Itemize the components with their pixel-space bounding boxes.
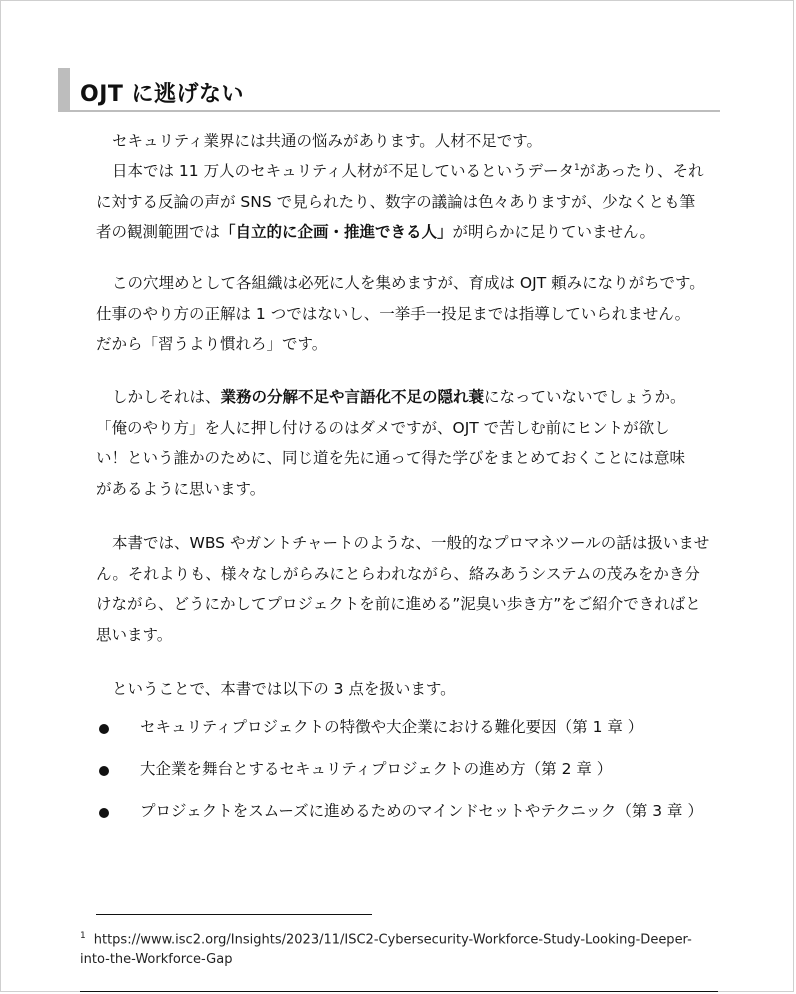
paragraph-line: ん。それよりも、様々なしがらみにとらわれながら、絡みあうシステムの茂みをかき分: [96, 564, 700, 583]
paragraph-line: [80, 156, 730, 187]
paragraph-4: [80, 382, 730, 504]
text-run: があったり、それ: [579, 162, 704, 180]
footnote-divider: [96, 914, 372, 915]
text-run: しかしそれは、: [112, 388, 221, 406]
paragraph-line: 思います。: [96, 625, 173, 644]
text-run: 日本では 11 万人のセキュリティ人材が不足しているというデータ: [112, 162, 575, 180]
text-run: が明らかに足りていません。: [452, 223, 655, 241]
heading-accent-bar: [58, 68, 70, 110]
paragraph-line: ということで、本書では以下の 3 点を扱います。: [112, 680, 456, 698]
paragraph-line: この穴埋めとして各組織は必死に人を集めますが、育成は OJT 頼みになりがちです。: [112, 274, 705, 292]
footnote-ref[interactable]: 1: [574, 162, 580, 173]
section-title: OJT に逃げない: [80, 82, 245, 107]
paragraph-3: [80, 268, 730, 360]
bullet-icon: [99, 766, 109, 776]
body-text-2: [80, 156, 730, 266]
paragraph-line: セキュリティ業界には共通の悩みがあります。人材不足です。: [112, 132, 542, 150]
paragraph-line: 「俺のやり方」を人に押し付けるのはダメですが、OJT で苦しむ前にヒントが欲し: [96, 418, 670, 437]
paragraph-line: い！という誰かのために、同じ道を先に通って得た学びをまとめておくことには意味: [96, 449, 686, 467]
body-text-5: [80, 528, 730, 668]
footnote: [80, 926, 730, 970]
text-run: 者の観測範囲では: [96, 223, 221, 241]
footnote-mark: 1: [80, 931, 86, 941]
section-heading: [58, 68, 720, 112]
footnote-url-continued[interactable]: into-the-Workforce-Gap: [80, 952, 233, 968]
paragraph-line: [80, 382, 730, 413]
paragraph-line: があるように思います。: [96, 479, 266, 498]
list-item-text: プロジェクトをスムーズに進めるためのマインドセットやテクニック（第 3 章 ）: [140, 802, 703, 820]
list-item-text: セキュリティプロジェクトの特徴や大企業における難化要因（第 1 章 ）: [140, 718, 644, 736]
paragraph-line: [80, 217, 730, 248]
paragraph-line: 本書では、WBS やガントチャートのような、一般的なプロマネツールの話は扱いませ: [112, 534, 710, 552]
footnote-line: [80, 926, 730, 950]
bullet-icon: [99, 808, 109, 818]
paragraph-line: けながら、どうにかしてプロジェクトを前に進める”泥臭い歩き方”をご紹介できればと: [96, 595, 701, 613]
paragraph-line: に対する反論の声が SNS で見られたり、数字の議論は色々ありますが、少なくとも筆: [96, 192, 696, 211]
text-run: になっていないでしょうか。: [484, 388, 686, 406]
page-bottom-rule: [80, 991, 718, 992]
paragraph-line: だから「習うより慣れろ」です。: [96, 335, 328, 353]
list-item-text: 大企業を舞台とするセキュリティプロジェクトの進め方（第 2 章 ）: [140, 760, 613, 778]
paragraph-6: [80, 674, 730, 705]
body-text-3: [80, 268, 730, 378]
paragraph-2: [80, 156, 730, 248]
emphasis-text: 「自立的に企画・推進できる人」: [220, 223, 453, 241]
footnote-url[interactable]: https://www.isc2.org/Insights/2023/11/ISC2-Cybersecurity-Workforce-Study-Looking-Deeper-: [93, 932, 692, 948]
emphasis-text: 業務の分解不足や言語化不足の隠れ蓑: [220, 388, 485, 406]
body-text-4: [80, 382, 730, 522]
paragraph-5: [80, 528, 730, 650]
bullet-icon: [99, 724, 109, 734]
paragraph-1: [80, 126, 730, 157]
paragraph-line: 仕事のやり方の正解は 1 つではないし、一挙手一投足までは指導していられません。: [96, 304, 691, 323]
